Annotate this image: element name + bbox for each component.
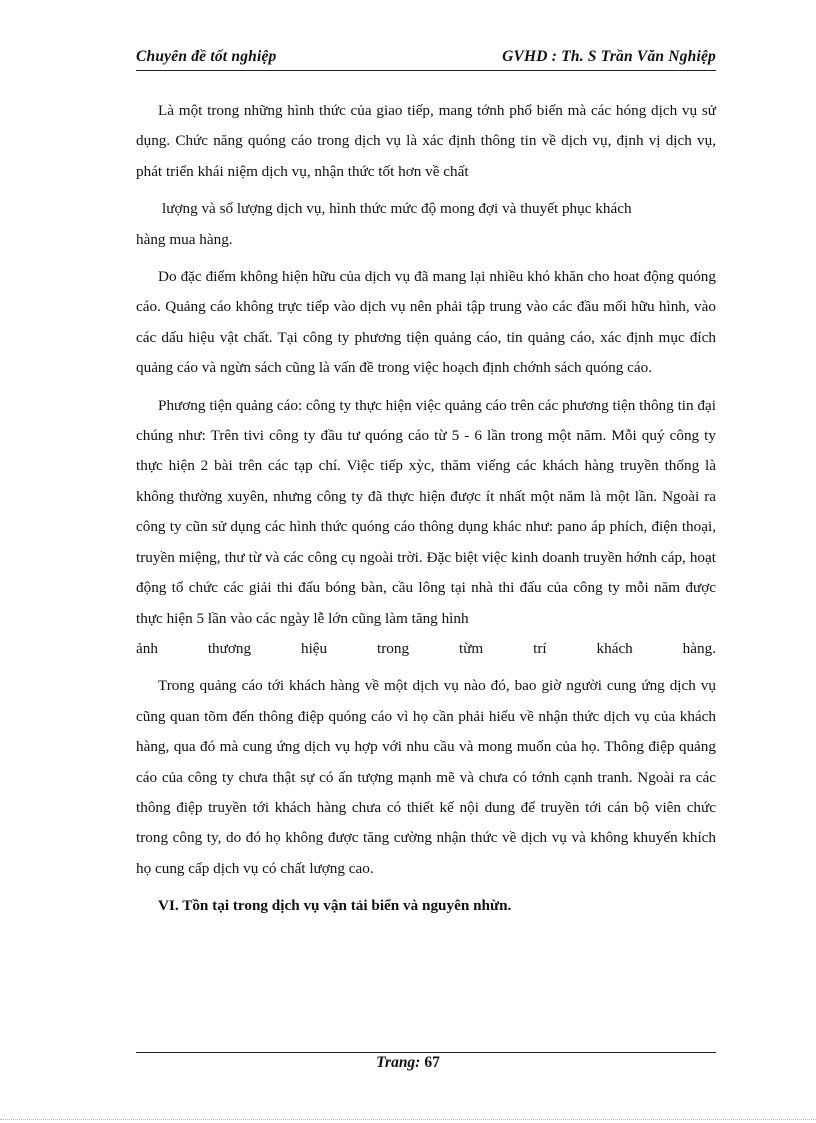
page-label: Trang: [376,1054,421,1071]
page-header [136,46,716,71]
page-footer [0,1054,816,1072]
page-number: 67 [424,1054,440,1071]
page-body [136,96,716,922]
paragraph-1: Là một trong những hình thức của giao tiếp, mang tớnh phổ biến mà các hóng dịch vụ sử dụng. Chức năng quóng cáo trong dịch vụ là xác định thông tin về dịch vụ, định vị dịch vụ, phát triển khái niệm dịch vụ, nhận thức tốt hơn về chất [136,102,716,180]
paragraph-2: Do đặc điểm không hiện hữu của dịch vụ đã mang lại nhiều khó khăn cho hoat động quóng cáo. Quảng cáo không trực tiếp vào dịch vụ nên phải tập trung vào các đầu mối hữu hình, vào các dấu hiệu vật chất. Tại công ty phương tiện quảng cáo, tin quảng cáo, xác định mục đích quảng cáo và ngừn sách cũng là vấn đề trong việc hoạch định chớnh sách quóng cáo. [136,268,716,377]
page-bottom-border [0,1119,816,1120]
header-advisor: GVHD : Th. S Trần Văn Nghiệp [502,48,716,65]
paragraph-1-continued: lượng và số lượng dịch vụ, hình thức mức độ mong đợi và thuyết phục khách [162,200,632,218]
paragraph-3-end: ảnh thương hiệu trong từm trí khách hàng. [136,639,716,657]
section-heading: VI. Tồn tại trong dịch vụ vận tải biển và nguyên nhừn. [158,897,512,915]
footer-divider [136,1052,716,1053]
paragraph-1-end: hàng mua hàng. [136,230,233,248]
paragraph-3: Phương tiện quảng cáo: công ty thực hiện việc quảng cáo trên các phương tiện thông tin đại chúng như: Trên tivi công ty đầu tư quóng cáo từ 5 - 6 lần trong một năm. Mỗi quý công ty thực hiện 2 bài trên các tạp chí. Việc tiếp xỳc, thăm viếng các khách hàng truyền thống là không thường xuyên, nhưng công ty đã thực hiện được ít nhất một năm là một lần. Ngoài ra công ty cũn sử dụng các hình thức quóng cáo thông dụng khác như: pano áp phích, điện thoại, truyền miệng, thư từ và các công cụ ngoài trời. Đặc biệt việc kinh doanh truyền hớnh cáp, hoạt động tổ chức các giải thi đấu bóng bàn, cầu lông tại nhà thi đấu của công ty mỗi năm được thực hiện 5 lần vào các ngày lễ lớn cũng làm tăng hình [136,396,716,627]
header-title: Chuyên đề tốt nghiệp [136,48,277,65]
paragraph-4: Trong quảng cáo tới khách hàng về một dịch vụ nào đó, bao giờ người cung ứng dịch vụ cũng quan tõm đến thông điệp quóng cáo vì họ cần phải hiểu về nhận thức dịch vụ của khách hàng, qua đó mà cung ứng dịch vụ hợp với nhu cầu và mong muốn của họ. Thông điệp quảng cáo của công ty chưa thật sự có ấn tượng mạnh mẽ và chưa có tớnh cạnh tranh. Ngoài ra các thông điệp truyền tới khách hàng chưa có thiết kế nội dung để truyền tới cán bộ viên chức trong công ty, do đó họ không được tăng cường nhận thức về dịch vụ và không khuyến khích họ cung cấp dịch vụ có chất lượng cao. [136,677,716,877]
